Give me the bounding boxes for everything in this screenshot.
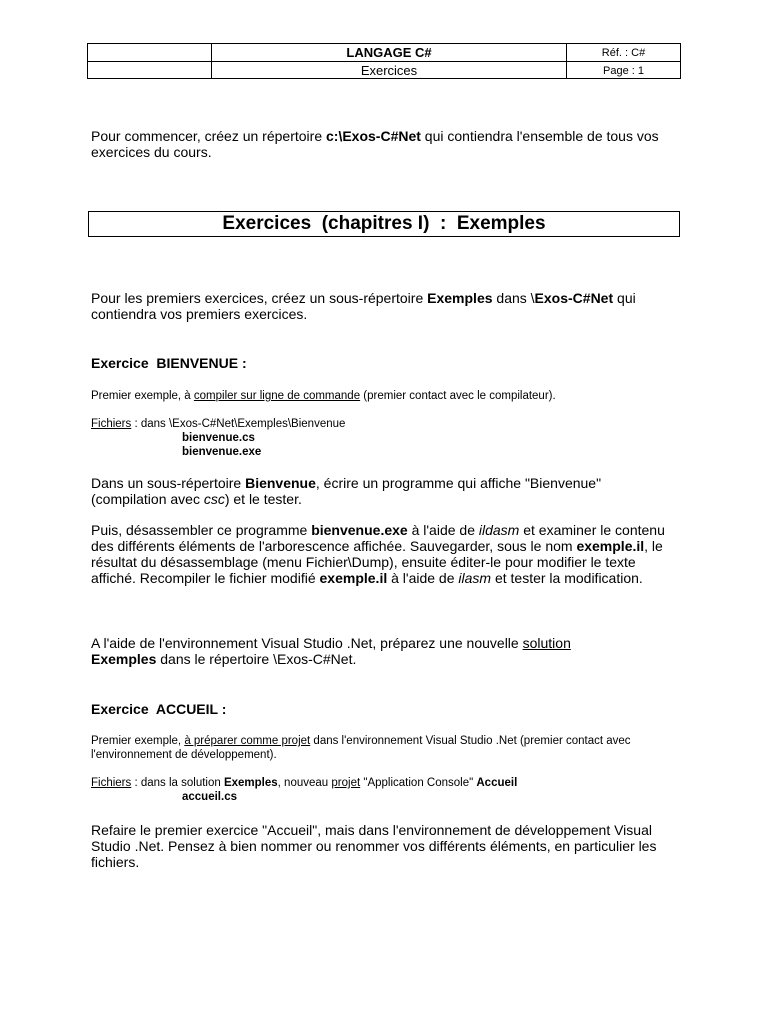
section-title: Exercices (chapitres I) : Exemples [88,211,680,237]
text: et tester la modification. [491,570,643,586]
file-name: bienvenue.exe [311,522,408,538]
header-table [87,43,681,79]
text: , écrire un programme qui affiche "Bienvenue" (compilation avec [91,475,602,507]
files-label: Fichiers [91,777,132,789]
folder-name: Exemples [427,290,493,306]
solution-name: Exemples [223,777,278,789]
tool-name: ilasm [458,570,492,586]
text: , nouveau [277,777,332,789]
text: qui contiendra vos premiers exercices. [91,290,636,322]
solution-name: Exemples [91,651,157,667]
folder-name: Exos-C#Net [534,290,614,306]
files-label: Fichiers [91,418,132,430]
vs-paragraph [91,635,681,667]
intro-paragraph [91,128,681,160]
directory-name: c:\Exos-C#Net [326,128,421,144]
text: : dans la solution [131,777,224,789]
file-name: accueil.cs [182,791,237,803]
text: Premier exemple, à [91,390,194,402]
file-name: bienvenue.exe [182,446,262,458]
accueil-paragraph [91,822,683,870]
file-name: exemple.il [319,570,388,586]
text: dans le répertoire \Exos-C#Net. [156,651,357,667]
text: (premier contact avec le compilateur). [360,390,556,402]
text: A l'aide de l'environnement Visual Studio .Net, préparez une nouvelle [91,635,523,651]
text: Dans un sous-répertoire [91,475,246,491]
bienvenue-description [91,389,681,403]
exercise-heading-accueil: Exercice ACCUEIL : [91,701,227,717]
bienvenue-paragraph-1 [91,475,631,507]
tool-name: ildasm [478,522,520,538]
text: ) et le tester. [224,491,302,507]
text: qui contiendra l'ensemble de tous vos exercices du cours. [91,128,659,160]
accueil-description [91,734,681,762]
page-number: Page : 1 [603,64,644,77]
accueil-files [91,776,681,804]
text: : dans \Exos-C#Net\Exemples\Bienvenue [131,418,346,430]
underlined-text: compiler sur ligne de commande [193,390,361,402]
text: Pour les premiers exercices, créez un sous-répertoire [91,290,428,306]
text: Puis, désassembler ce programme [91,522,312,538]
doc-subtitle: Exercices [360,63,418,78]
text: Refaire le premier exercice "Accueil", mais dans l'environnement de développement Visual Studio .Net. Pensez à bien nommer ou renommer vos différents éléments, en particulier les fichiers. [91,822,657,870]
text: dans l'environnement Visual Studio .Net (premier contact avec l'environnement de développement). [91,735,631,761]
premiers-paragraph [91,290,681,322]
bienvenue-paragraph-2 [91,522,683,586]
text: à l'aide de [407,522,479,538]
folder-name: Bienvenue [245,475,316,491]
text: Pour commencer, créez un répertoire [91,128,326,144]
text: Premier exemple, [91,735,185,747]
bienvenue-files [91,417,681,459]
file-name: exemple.il [576,538,645,554]
underlined-text: solution [522,635,571,651]
text: dans \ [492,290,535,306]
text: "Application Console" [360,777,477,789]
underlined-text: à préparer comme projet [184,735,311,747]
text: , le résultat du désassemblage (menu Fichier\Dump), ensuite éditer-le pour modifier le texte affiché. Recompiler le fichier modifié [91,538,663,586]
text: à l'aide de [387,570,459,586]
tool-name: csc [203,491,225,507]
exercise-heading-bienvenue: Exercice BIENVENUE : [91,355,247,371]
text: et examiner le contenu des différents éléments de l'arborescence affichée. Sauvegarder, sous le nom [91,522,665,554]
doc-ref: Réf. : C# [601,46,646,59]
underlined-text: projet [331,777,361,789]
doc-title: LANGAGE C# [346,45,432,60]
file-name: bienvenue.cs [182,432,255,444]
project-name: Accueil [476,777,518,789]
